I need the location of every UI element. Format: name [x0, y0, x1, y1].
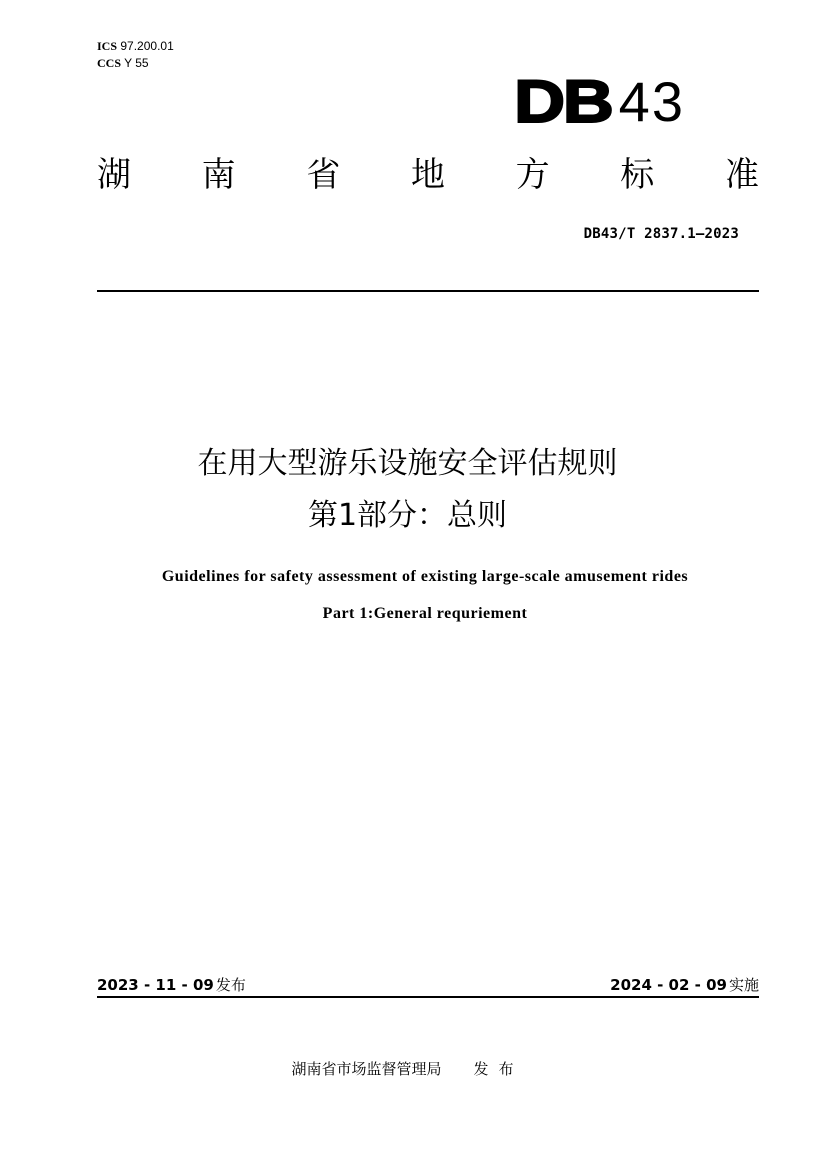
ics-code	[97, 38, 174, 55]
standard-type-title	[97, 153, 759, 197]
footer-divider	[97, 996, 759, 998]
title-english-line2: Part 1:General requriement	[322, 605, 528, 622]
standard-type-char: 南	[201, 155, 236, 195]
standard-type-char: 湖	[97, 155, 131, 195]
implement-date: 2024 - 02 - 09	[610, 976, 727, 994]
ics-label: ICS	[97, 39, 118, 53]
date-row	[97, 974, 759, 995]
issue-word: 发布	[215, 976, 246, 994]
header-divider	[97, 290, 759, 292]
db-logo	[514, 68, 685, 135]
ccs-value: Y 55	[124, 56, 149, 70]
issuer-action: 发布	[473, 1060, 524, 1078]
standard-type-char: 准	[724, 155, 759, 195]
implement-word: 实施	[728, 976, 759, 994]
title-chinese-line2: 第1部分：总则	[307, 498, 508, 533]
standard-type-char: 方	[515, 155, 550, 195]
ccs-code	[97, 55, 174, 72]
standard-type-char: 标	[620, 155, 655, 195]
issuer-line	[0, 1058, 815, 1079]
standard-number: DB43/T 2837.1—2023	[583, 226, 739, 242]
issue-date: 2023 - 11 - 09	[97, 976, 214, 994]
ics-value: 97.200.01	[120, 39, 174, 53]
classification-codes	[97, 38, 174, 72]
title-english-line1: Guidelines for safety assessment of existing large-scale amusement rides	[161, 568, 689, 585]
standard-type-char: 省	[306, 155, 341, 195]
ccs-label: CCS	[97, 56, 122, 70]
title-chinese-line1: 在用大型游乐设施安全评估规则	[197, 446, 618, 481]
issuer-name: 湖南省市场监督管理局	[291, 1060, 442, 1078]
standard-type-char: 地	[410, 155, 445, 195]
issue-date-block	[97, 974, 246, 995]
db-logo-mark: DB	[514, 68, 612, 135]
implement-date-block	[610, 974, 759, 995]
db-logo-number: 43	[618, 70, 685, 133]
